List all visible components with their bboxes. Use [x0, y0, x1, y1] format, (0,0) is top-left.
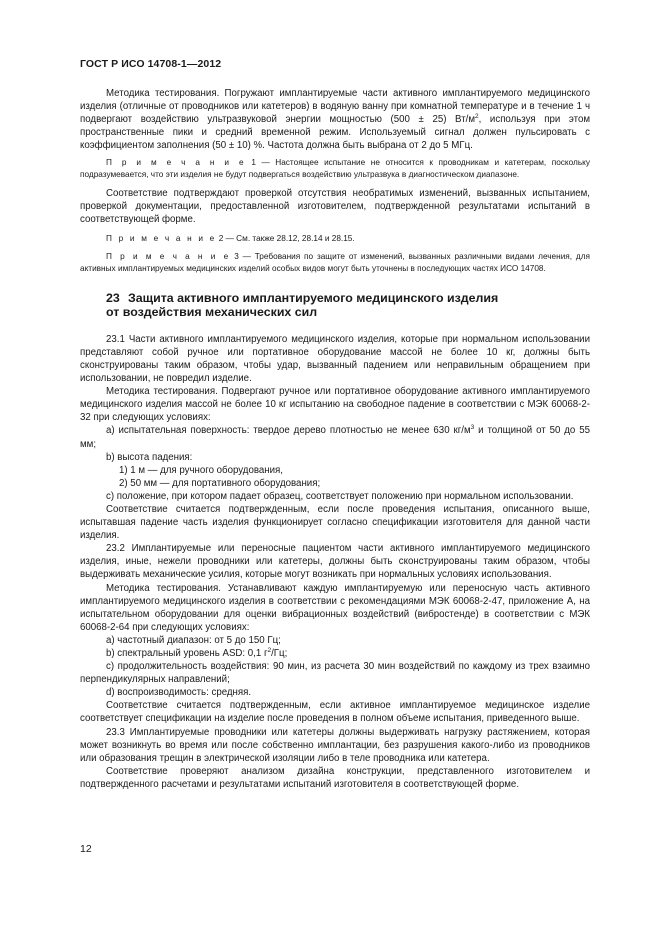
list-item-d: d) воспроизводимость: средняя.	[106, 687, 252, 699]
note-2	[80, 233, 590, 244]
note-label: П р и м е ч а н и е	[106, 158, 246, 168]
conformity-paragraph: Соответствие подтверждают проверкой отсутствия необратимых изменений, вызванных испытанием, проверкой документации, предоставленной изготовителем, подтвержденной результатами испытаний в соответствующей форме.	[80, 187, 590, 226]
clause-23-2-conformity: Соответствие считается подтвержденным, если активное имплантируемое медицинское изделие соответствует спецификации на изделие после проведения в полном объеме испытания, приведенного выше.	[80, 700, 590, 725]
section-heading	[106, 291, 590, 319]
clause-23-3-conformity: Соответствие проверяют анализом дизайна конструкции, представленного изготовителем и подтвержденного расчетами и результатами испытаний изготовителя в соответствующей форме.	[80, 765, 590, 790]
document-header: ГОСТ Р ИСО 14708-1—2012	[80, 58, 222, 70]
list-item-a: а) частотный диапазон: от 5 до 150 Гц;	[106, 634, 281, 646]
section-title-line-2: от воздействия механических сил	[106, 304, 318, 319]
clause-23-2: 23.2 Имплантируемые или переносные пациентом части активного имплантируемого медицинского изделия, иные, нежели проводники или катетеры, должны быть сконструированы таким образом, чтобы выдерживать механические усилия, которые могут возникать при нормальных условиях использования.	[80, 543, 590, 581]
superscript: 2	[475, 113, 479, 121]
superscript: 2	[267, 647, 272, 655]
note-text: 2 — См. также 28.12, 28.14 и 28.15.	[216, 234, 355, 244]
section-number: 23	[106, 290, 120, 305]
note-text: 1 — Настоящее испытание не относится к проводникам и катетерам, поскольку подразумевается, что эти изделия не будут подвергаться воздействию ультразвука в диагностическом диапазоне.	[80, 158, 590, 179]
list-item-a	[80, 424, 590, 450]
section-title-line-1: Защита активного имплантируемого медицинского изделия	[128, 290, 499, 305]
clause-23-1-conformity: Соответствие считается подтвержденным, если после проведения испытания, описанного выше, испытавшая падение часть изделия функционирует согласно спецификации изготовителя для данной части изделия.	[80, 503, 590, 542]
note-label: П р и м е ч а н и е	[106, 234, 217, 244]
text-segment: , используя при этом пространственные пики и средний временной режим. Используемый сигнал должен пульсировать с коэффициентом заполнения (50 ± 10) %. Частота должна быть выбрана от 2 до 5 МГц.	[80, 114, 591, 152]
note-3	[80, 251, 590, 273]
list-item-c: с) продолжительность воздействия: 90 мин, из расчета 30 мин воздействий по каждому из трех взаимно перпендикулярных направлений;	[80, 661, 590, 686]
list-item-b: b) высота падения:	[106, 451, 193, 463]
text-segment: и толщиной от 50 до 55 мм;	[80, 425, 590, 450]
text-segment: /Гц;	[271, 648, 288, 660]
note-label: П р и м е ч а н и е	[106, 252, 231, 262]
test-method-paragraph	[80, 87, 590, 152]
clause-23-1-method: Методика тестирования. Подвергают ручное или портативное оборудование активного имплантируемого медицинского изделия массой не более 10 кг испытанию на свободное падение в соответствии с МЭК 60068-2-32 при следующих условиях:	[80, 386, 590, 424]
clause-23-3: 23.3 Имплантируемые проводники или катетеры должны выдерживать нагрузку растяжением, которая может возникнуть во время или после собственно имплантации, без разрушения какого-либо из проводников или образования трещин в электрической изоляции либо в теле проводника или катетера.	[80, 726, 590, 764]
page-number: 12	[80, 843, 92, 855]
list-item-c: с) положение, при котором падает образец, соответствует положению при нормальном использовании.	[106, 490, 574, 502]
clause-23-2-method: Методика тестирования. Устанавливают каждую имплантируемую или переносную часть активного имплантируемого медицинского изделия в соответствии с рекомендациями МЭК 60068-2-47, приложение А, на испытательном оборудовании для оценки вибрационных воздействий (вибростенде) в соответствии с МЭК 60068-2-64 при следующих условиях:	[80, 582, 590, 633]
clause-23-1: 23.1 Части активного имплантируемого медицинского изделия, которые при нормальном использовании представляют собой ручное или портативное оборудование массой не более 10 кг, должны быть сконструированы таким образом, чтобы удар, вызванный падением или неправильным обращением при использовании, не повредил изделие.	[80, 333, 590, 385]
note-1	[80, 157, 590, 179]
list-subitem-1: 1) 1 м — для ручного оборудования,	[119, 464, 283, 476]
document-page	[80, 58, 590, 791]
note-text: 3 — Требования по защите от изменений, вызванных различными видами лечения, для активных имплантируемых медицинских изделий особых видов могут быть уточнены в последующих частях ИСО 14708.	[80, 252, 590, 273]
superscript: 3	[470, 424, 475, 432]
list-item-b	[80, 647, 590, 660]
text-segment: Методика тестирования. Погружают имплантируемые части активного имплантируемого медицинского изделия (отличные от проводников или катетеров) в водяную ванну при комнатной температуре и в течение 1 ч подвергают воздействию ультразвуковой энергии мощностью (500 ± 25) Вт/м	[80, 88, 590, 126]
list-subitem-2: 2) 50 мм — для портативного оборудования;	[119, 477, 321, 489]
text-segment: b) спектральный уровень ASD: 0,1 г	[106, 648, 268, 660]
text-segment: а) испытательная поверхность: твердое дерево плотностью не менее 630 кг/м	[106, 425, 471, 437]
